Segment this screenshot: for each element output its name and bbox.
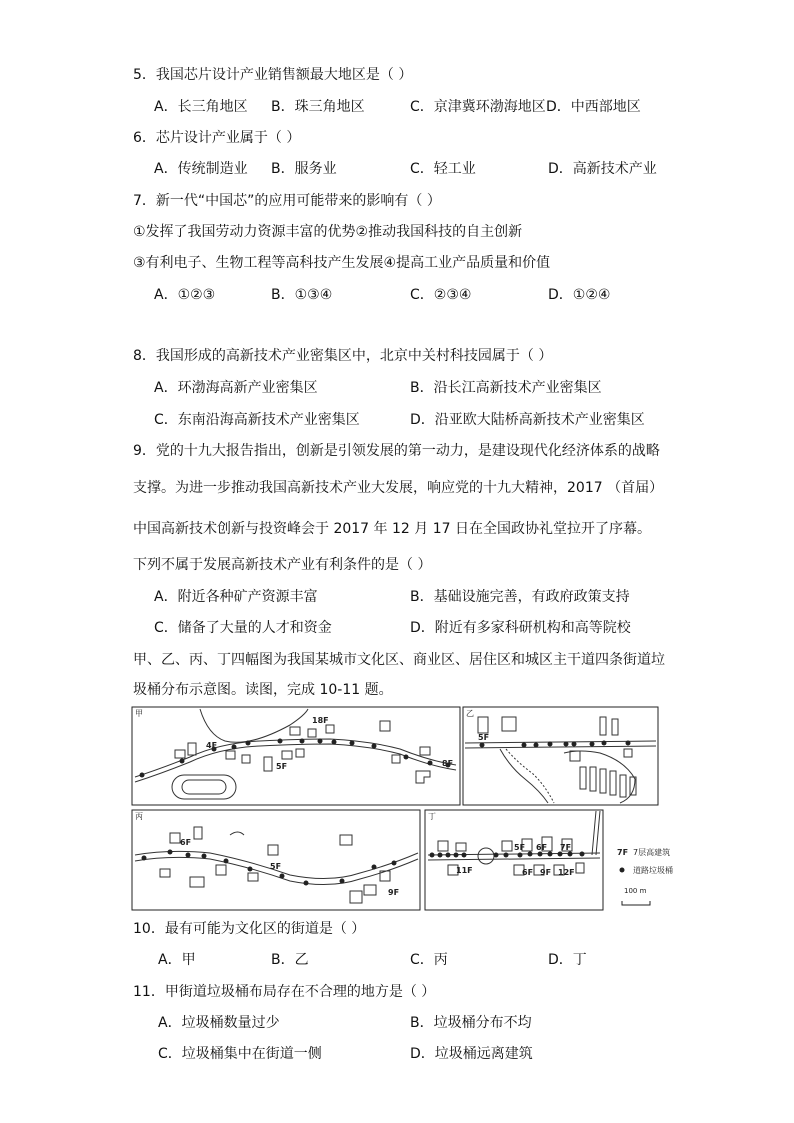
- intro-line-2: 圾桶分布示意图。读图，完成 10-11 题。: [133, 682, 393, 698]
- q8-stem: 8．我国形成的高新技术产业密集区中，北京中关村科技园属于（ ）: [133, 348, 553, 364]
- q7-option-d: D．①②④: [548, 287, 611, 303]
- q7-option-c: C．②③④: [410, 287, 472, 303]
- jia-building-8f: 8F: [442, 759, 454, 768]
- q8-option-a: A．环渤海高新产业密集区: [154, 380, 318, 396]
- bing-building-5f: 5F: [270, 862, 282, 871]
- q9-line-2: 支撑。为进一步推动我国高新技术产业大发展，响应党的十九大精神，2017 （首届）: [133, 480, 664, 496]
- q11-option-b: B．垃圾桶分布不均: [410, 1015, 532, 1031]
- q10-option-b: B．乙: [271, 952, 309, 968]
- q6-option-c: C．轻工业: [410, 161, 476, 177]
- legend-scale-text: 100 m: [624, 887, 647, 895]
- q7-option-a: A．①②③: [154, 287, 216, 303]
- q6-option-b: B．服务业: [271, 161, 337, 177]
- ding-building-5f: 5F: [514, 843, 526, 852]
- q10-option-a: A．甲: [158, 952, 196, 968]
- q9-option-d: D．附近有多家科研机构和高等院校: [410, 620, 631, 636]
- q6-stem: 6．芯片设计产业属于（ ）: [133, 130, 301, 146]
- panel-bing-frame: [132, 810, 420, 910]
- q9-option-b: B．基础设施完善，有政府政策支持: [410, 589, 630, 605]
- q9-line-4: 下列不属于发展高新技术产业有利条件的是（ ）: [133, 557, 432, 573]
- q10-option-d: D．丁: [548, 952, 587, 968]
- q5-option-d: D．中西部地区: [546, 99, 641, 115]
- q7-stem: 7．新一代“中国芯”的应用可能带来的影响有（ ）: [133, 193, 441, 209]
- q9-option-c: C．储备了大量的人才和资金: [154, 620, 332, 636]
- q10-option-c: C．丙: [410, 952, 448, 968]
- panel-jia-map: [135, 709, 456, 799]
- q11-option-c: C．垃圾桶集中在街道一侧: [158, 1046, 322, 1062]
- panel-jia-label: 甲: [135, 709, 143, 718]
- map-legend: [617, 847, 673, 905]
- q10-stem: 10．最有可能为文化区的街道是（ ）: [133, 921, 366, 937]
- intro-line-1: 甲、乙、丙、丁四幅图为我国某城市文化区、商业区、居住区和城区主干道四条街道垃: [133, 652, 665, 668]
- q9-line-3: 中国高新技术创新与投资峰会于 2017 年 12 月 17 日在全国政协礼堂拉开了序幕。: [133, 521, 651, 537]
- q7-statement-1: ①发挥了我国劳动力资源丰富的优势②推动我国科技的自主创新: [133, 224, 523, 240]
- panel-yi-frame: [463, 707, 658, 805]
- jia-building-18f: 18F: [312, 716, 329, 725]
- ding-building-6f: 6F: [536, 843, 548, 852]
- ding-building-9f: 9F: [540, 868, 552, 877]
- q9-option-a: A．附近各种矿产资源丰富: [154, 589, 318, 605]
- q6-option-d: D．高新技术产业: [548, 161, 657, 177]
- q9-line-1: 9．党的十九大报告指出，创新是引领发展的第一动力，是建设现代化经济体系的战略: [133, 443, 660, 459]
- panel-bing-label: 丙: [135, 812, 143, 821]
- bing-building-6f: 6F: [180, 838, 192, 847]
- q8-option-d: D．沿亚欧大陆桥高新技术产业密集区: [410, 412, 645, 428]
- ding-building-7f: 7F: [560, 843, 572, 852]
- q6-option-a: A．传统制造业: [154, 161, 248, 177]
- legend-floor-text: 7层高建筑: [633, 848, 671, 857]
- q5-option-a: A．长三角地区: [154, 99, 248, 115]
- yi-building-5f: 5F: [478, 733, 490, 742]
- q5-option-c: C．京津冀环渤海地区: [410, 99, 546, 115]
- q7-statement-2: ③有利电子、生物工程等高科技产生发展④提高工业产品质量和价值: [133, 255, 551, 271]
- legend-bin-text: 道路垃圾桶: [633, 866, 673, 875]
- ding-building-11f: 11F: [456, 866, 473, 875]
- jia-building-4f: 4F: [206, 741, 218, 750]
- q11-option-a: A．垃圾桶数量过少: [158, 1015, 280, 1031]
- q5-stem: 5．我国芯片设计产业销售额最大地区是（ ）: [133, 67, 413, 83]
- ding-building-6f-2: 6F: [522, 868, 534, 877]
- q7-option-b: B．①③④: [271, 287, 333, 303]
- legend-scale-bar: [622, 901, 650, 905]
- panel-yi-label: 乙: [466, 709, 474, 718]
- ding-building-12f: 12F: [558, 868, 575, 877]
- bing-building-9f: 9F: [388, 888, 400, 897]
- q5-option-b: B．珠三角地区: [271, 99, 365, 115]
- q11-option-d: D．垃圾桶远离建筑: [410, 1046, 533, 1062]
- legend-floor-symbol: 7F: [617, 848, 629, 857]
- street-map-figure: [130, 705, 673, 915]
- q8-option-c: C．东南沿海高新技术产业密集区: [154, 412, 360, 428]
- jia-building-5f: 5F: [276, 762, 288, 771]
- legend-bin-icon: [620, 868, 625, 873]
- q8-option-b: B．沿长江高新技术产业密集区: [410, 380, 602, 396]
- panel-yi-map: [465, 717, 656, 803]
- q11-stem: 11．甲街道垃圾桶布局存在不合理的地方是（ ）: [133, 984, 436, 1000]
- panel-ding-label: 丁: [428, 812, 436, 821]
